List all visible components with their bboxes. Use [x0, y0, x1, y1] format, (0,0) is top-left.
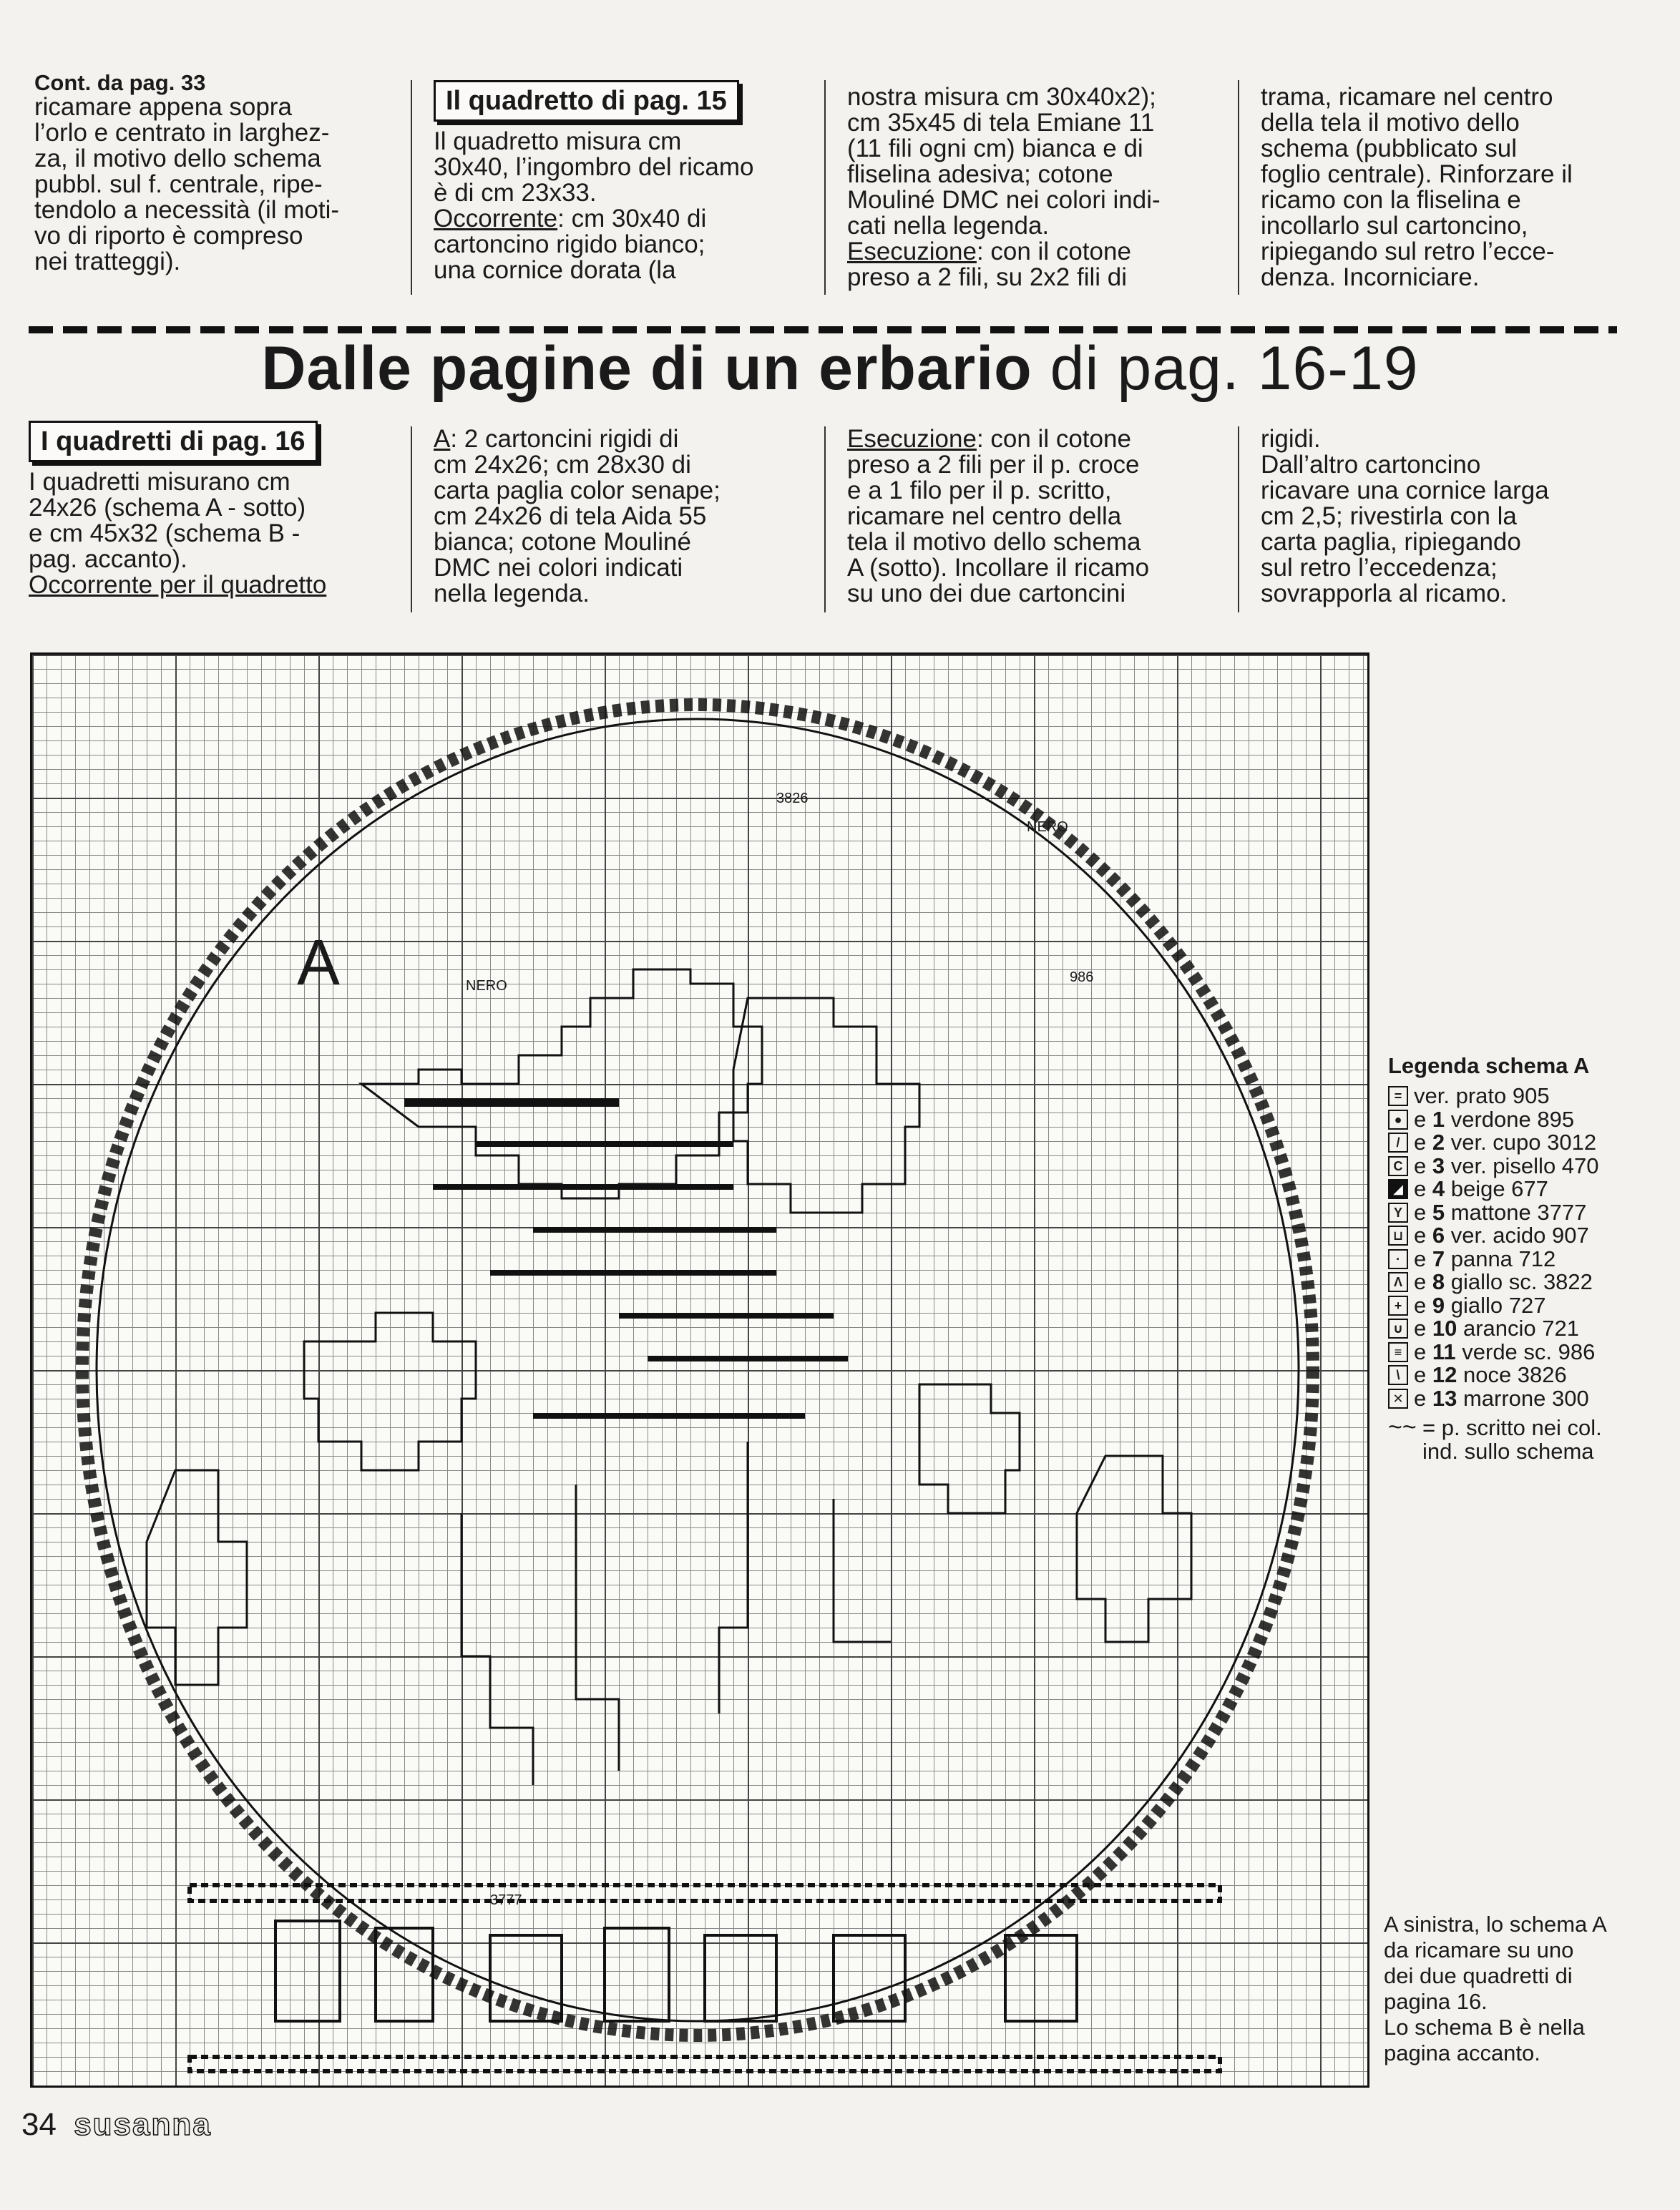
magazine-logo: susanna — [74, 2107, 212, 2142]
legend-item — [1388, 1085, 1667, 1108]
legend-list — [1388, 1085, 1667, 1410]
legend-item — [1388, 1201, 1667, 1225]
page-title: Dalle pagine di un erbario di pag. 16-19 — [261, 334, 1419, 403]
stitch-symbol-icon: ∪ — [1388, 1319, 1408, 1339]
instructions-text: trama, ricamare nel centro della tela il motivo dello schema (pubblicato sul foglio centrale). Rinforzare il ricamo con la fliselina e incollarlo sul cartoncino, ripiegando sul retro l’ecce- denza. Incorniciare. — [1261, 83, 1573, 291]
legend-title: Legenda schema A — [1388, 1053, 1590, 1078]
legend-item-label: ver. prato 905 — [1414, 1083, 1550, 1109]
divider — [824, 426, 826, 612]
legend-item-label: e 9 giallo 727 — [1414, 1292, 1546, 1318]
divider — [1238, 426, 1239, 612]
materials-text: nostra misura cm 30x40x2); cm 35x45 di tela Emiane 11 (11 fili ogni cm) bianca e di fliselina adesiva; cotone Mouliné DMC nei colori indi- cati nella legenda. — [847, 83, 1161, 240]
divider — [411, 80, 412, 295]
quadretti-16-text: I quadretti misurano cm 24x26 (schema A - sotto) e cm 45x32 (schema B - pag. accanto). — [29, 468, 306, 573]
code-label: 3777 — [490, 1892, 522, 1908]
quadretto-15-occorrente: Occorrente: cm 30x40 di cartoncino rigido bianco; una cornice dorata (la — [434, 205, 707, 284]
legend-item — [1388, 1317, 1667, 1341]
continued-text: ricamare appena sopra l’orlo e centrato in larghez- za, il motivo dello schema pubbl. sul f. centrale, ripe- tendolo a necessità (il moti- vo di riporto è compreso nei tratteggi). — [34, 93, 340, 275]
esecuzione-text: Esecuzione: con il cotone preso a 2 fili, su 2x2 fili di — [847, 238, 1131, 291]
stitch-symbol-icon: ◢ — [1388, 1179, 1408, 1199]
legend-item-label: e 5 mattone 3777 — [1414, 1199, 1587, 1225]
legend-item-label: e 10 arancio 721 — [1414, 1316, 1579, 1341]
page-footer — [21, 2107, 212, 2143]
finishing-column — [1261, 426, 1647, 607]
legend-item — [1388, 1364, 1667, 1387]
legend-item-label: e 6 ver. acido 907 — [1414, 1223, 1589, 1248]
stitch-symbol-icon: C — [1388, 1156, 1408, 1176]
legend-item — [1388, 1178, 1667, 1201]
divider — [824, 80, 826, 295]
nero-label: NERO — [466, 978, 507, 994]
legend-item — [1388, 1131, 1667, 1155]
divider — [411, 426, 412, 612]
materials-column — [434, 426, 806, 607]
legend-item-label: e 2 ver. cupo 3012 — [1414, 1130, 1597, 1155]
legend-item — [1388, 1341, 1667, 1364]
legend-item — [1388, 1248, 1667, 1271]
legend-item-label: e 12 noce 3826 — [1414, 1362, 1567, 1388]
section-box-title: I quadretti di pag. 16 — [29, 421, 318, 462]
finishing-text: rigidi. Dall’altro cartoncino ricavare una cornice larga cm 2,5; rivestirla con la carta paglia, ripiegando sul retro l’eccedenza; sovrapporla al ricamo. — [1261, 425, 1549, 607]
legend-item-label: e 3 ver. pisello 470 — [1414, 1153, 1599, 1178]
stitch-symbol-icon: \ — [1388, 1365, 1408, 1385]
legend-item — [1388, 1271, 1667, 1294]
stitch-symbol-icon: + — [1388, 1296, 1408, 1316]
legend-item-label: e 7 panna 712 — [1414, 1246, 1556, 1271]
stitch-symbol-icon: / — [1388, 1133, 1408, 1153]
legend-item-label: e 8 giallo sc. 3822 — [1414, 1269, 1593, 1295]
stitch-symbol-icon: · — [1388, 1249, 1408, 1269]
legend-note-text: = p. scritto nei col. ind. sullo schema — [1422, 1415, 1602, 1464]
stitch-symbol-icon: = — [1388, 1086, 1408, 1106]
materials-text: A: 2 cartoncini rigidi di cm 24x26; cm 28x30 di carta paglia color senape; cm 24x26 di tela Aida 55 bianca; cotone Mouliné DMC nei colori indicati nella legenda. — [434, 425, 721, 607]
legend-item — [1388, 1387, 1667, 1411]
stitch-symbol-icon: ● — [1388, 1110, 1408, 1130]
legend-item-label: e 4 beige 677 — [1414, 1176, 1548, 1202]
wave-symbol-icon: ~~ — [1388, 1414, 1417, 1441]
cross-stitch-chart — [30, 652, 1369, 2088]
chart-label: A — [297, 927, 341, 999]
legend-item-label: e 11 verde sc. 986 — [1414, 1339, 1596, 1364]
legend-item — [1388, 1224, 1667, 1248]
legend-item — [1388, 1294, 1667, 1318]
legend-item-label: e 1 verdone 895 — [1414, 1106, 1575, 1132]
legend-note — [1388, 1416, 1667, 1463]
quadretti-16-column — [29, 421, 401, 598]
stitch-symbol-icon: ⊔ — [1388, 1226, 1408, 1246]
section-box-title: Il quadretto di pag. 15 — [434, 80, 739, 122]
stitch-symbol-icon: ≡ — [1388, 1342, 1408, 1362]
execution-column — [847, 426, 1234, 607]
stitch-symbol-icon: Λ — [1388, 1272, 1408, 1292]
stitch-symbol-icon: Y — [1388, 1203, 1408, 1223]
continued-heading: Cont. da pag. 33 — [34, 70, 206, 95]
code-label: 3826 — [776, 791, 809, 806]
quadretto-15-continued — [847, 84, 1234, 290]
legend-item — [1388, 1155, 1667, 1178]
occorrente-link: Occorrente per il quadretto — [29, 571, 327, 599]
chart-motif — [32, 655, 1367, 2086]
execution-text: Esecuzione: con il cotone preso a 2 fili per il p. croce e a 1 filo per il p. scritto, ricamare nel centro della tela il motivo dello schema A (sotto). Incollare il ricamo su uno dei due cartoncini — [847, 425, 1150, 607]
nero-label: NERO — [1027, 819, 1068, 835]
legend-item — [1388, 1108, 1667, 1132]
caption: A sinistra, lo schema A da ricamare su uno dei due quadretti di pagina 16. Lo schema B è nella pagina accanto. — [1384, 1912, 1607, 2065]
quadretto-15-end — [1261, 84, 1647, 290]
page-number: 34 — [21, 2107, 57, 2142]
quadretto-15-column — [434, 80, 806, 283]
divider — [1238, 80, 1239, 295]
legend — [1388, 1053, 1667, 1463]
legend-item-label: e 13 marrone 300 — [1414, 1385, 1589, 1411]
code-label: 986 — [1070, 969, 1094, 985]
stitch-symbol-icon: ✕ — [1388, 1389, 1408, 1409]
continued-column — [34, 72, 392, 275]
quadretto-15-text: Il quadretto misura cm 30x40, l’ingombro del ricamo è di cm 23x33. — [434, 127, 754, 207]
